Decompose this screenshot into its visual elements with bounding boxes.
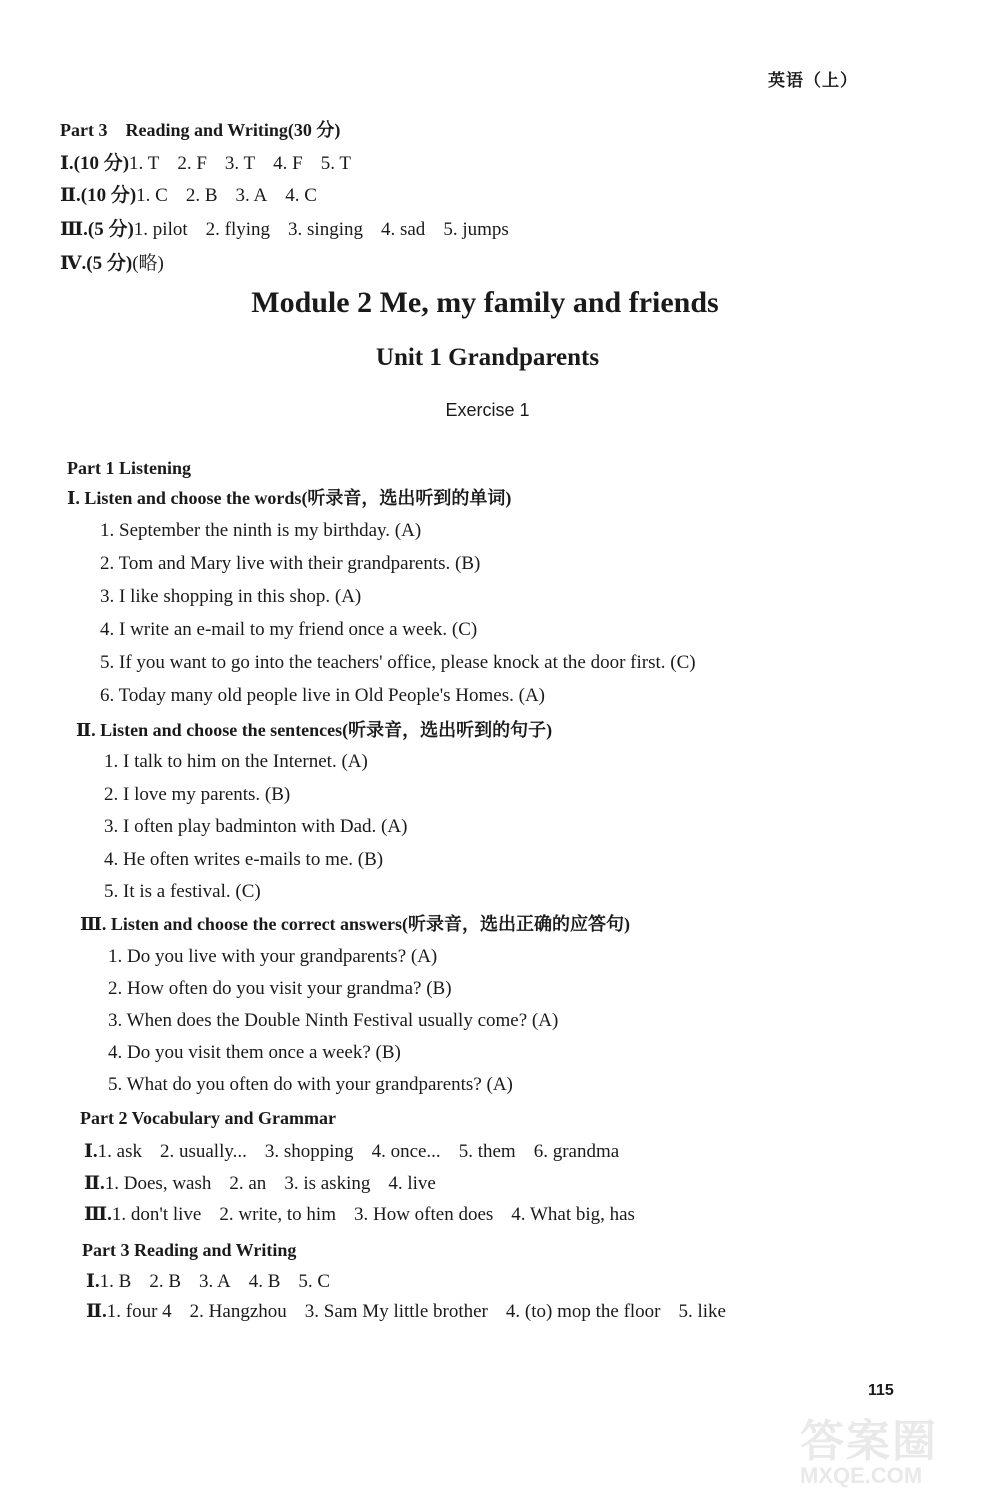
- part1-s1-heading: Ⅰ. Listen and choose the words(听录音，选出听到的单词): [67, 488, 512, 508]
- top-part-title: Part 3: [60, 120, 108, 140]
- answer-item: 4. B: [248, 1271, 281, 1292]
- answer-item: 2. B: [185, 185, 218, 206]
- row-label: Ⅲ.(5 分): [60, 219, 134, 240]
- listening-item: 1. I talk to him on the Internet. (A): [104, 751, 368, 772]
- answer-item: 4. sad: [380, 219, 426, 240]
- row-label: Ⅱ.: [84, 1173, 105, 1194]
- answer-item: 2. Hangzhou: [189, 1301, 287, 1322]
- answer-item: 3. Sam My little brother: [304, 1301, 488, 1322]
- answer-item: 1. don't live: [111, 1204, 202, 1225]
- part2-row-1: [84, 1140, 619, 1164]
- part3-title: Part 3 Reading and Writing: [82, 1240, 297, 1260]
- row-label: Ⅲ.: [84, 1204, 112, 1225]
- unit-title: Unit 1 Grandparents: [375, 344, 600, 371]
- answer-item: 2. flying: [205, 219, 271, 240]
- top-answer-row-4: [60, 252, 164, 276]
- answer-item: 3. A: [235, 185, 268, 206]
- row-label: Ⅱ.(10 分): [60, 185, 137, 206]
- answer-item: 5. C: [298, 1271, 331, 1292]
- listening-item: 4. I write an e-mail to my friend once a week. (C): [100, 619, 478, 640]
- answer-item: 2. usually...: [159, 1141, 247, 1162]
- part2-title: Part 2 Vocabulary and Grammar: [80, 1108, 336, 1128]
- part1-s2-heading: Ⅱ. Listen and choose the sentences(听录音，选出听到的句子): [76, 720, 553, 740]
- answer-item: 2. F: [177, 153, 207, 174]
- answer-item: 3. How often does: [353, 1204, 494, 1225]
- listening-item: 3. When does the Double Ninth Festival usually come? (A): [108, 1010, 559, 1031]
- listening-item: 5. It is a festival. (C): [104, 881, 261, 902]
- listening-item: 2. Tom and Mary live with their grandparents. (B): [100, 553, 481, 574]
- answer-item: 1. C: [136, 185, 168, 206]
- part1-title: Part 1 Listening: [67, 458, 191, 478]
- row-label: Ⅰ.: [86, 1271, 100, 1292]
- answer-item: 6. grandma: [533, 1141, 620, 1162]
- answer-item: 5. T: [320, 153, 351, 174]
- answer-item: 4. What big, has: [511, 1204, 635, 1225]
- answer-item: 1. B: [99, 1271, 132, 1292]
- listening-item: 3. I like shopping in this shop. (A): [100, 586, 362, 607]
- watermark-logo-text: 答案圈: [800, 1416, 938, 1467]
- watermark-url: MXQE.COM: [800, 1463, 923, 1488]
- row-label: Ⅰ.(10 分): [60, 153, 130, 174]
- top-part-name: Reading and Writing(30 分): [125, 120, 341, 140]
- answer-item: 2. B: [149, 1271, 182, 1292]
- part1-s3-heading: Ⅲ. Listen and choose the correct answers(听录音，选出正确的应答句): [80, 914, 631, 934]
- listening-item: 3. I often play badminton with Dad. (A): [104, 816, 408, 837]
- exercise-title: Exercise 1: [445, 400, 530, 420]
- row-label: Ⅳ.(5 分): [60, 253, 133, 274]
- answer-item: 3. A: [199, 1271, 231, 1292]
- answer-item: 3. shopping: [264, 1141, 354, 1162]
- row-label: Ⅰ.: [84, 1141, 98, 1162]
- listening-item: 2. I love my parents. (B): [104, 783, 291, 805]
- answer-item: 1. pilot: [133, 219, 188, 240]
- part3-row-2: [86, 1300, 726, 1324]
- answer-item: 1. Does, wash: [104, 1173, 212, 1194]
- top-part-heading: [60, 118, 340, 143]
- top-answer-row-2: [60, 184, 317, 208]
- answer-item: 3. is asking: [284, 1173, 371, 1194]
- answer-item: 5. jumps: [443, 219, 509, 240]
- module-title: Module 2 Me, my family and friends: [251, 286, 719, 319]
- part3-row-1: [86, 1270, 330, 1294]
- answer-item: 5. them: [458, 1141, 516, 1162]
- answer-item: 4. live: [388, 1173, 436, 1194]
- answer-item: 2. write, to him: [219, 1204, 336, 1225]
- listening-item: 4. Do you visit them once a week? (B): [108, 1042, 401, 1063]
- listening-item: 5. What do you often do with your grandparents? (A): [108, 1074, 513, 1095]
- listening-item: 2. How often do you visit your grandma? (B): [108, 978, 452, 999]
- listening-item: 1. September the ninth is my birthday. (A): [100, 520, 422, 541]
- page-number: 115: [868, 1382, 894, 1399]
- listening-item: 1. Do you live with your grandparents? (A): [108, 946, 438, 967]
- answer-item: 2. an: [229, 1173, 267, 1194]
- listening-item: 4. He often writes e-mails to me. (B): [104, 848, 384, 870]
- row-label: Ⅱ.: [86, 1301, 107, 1322]
- answer-item: 1. T: [129, 153, 160, 174]
- answer-item: (略): [132, 253, 164, 274]
- site-watermark: [800, 1405, 990, 1488]
- top-answer-row-3: [60, 218, 509, 242]
- answer-item: 3. T: [224, 153, 256, 174]
- answer-item: 4. once...: [371, 1141, 441, 1162]
- answer-item: 4. C: [285, 185, 317, 206]
- answer-item: 5. like: [678, 1301, 726, 1322]
- answer-item: 4. (to) mop the floor: [505, 1301, 661, 1322]
- listening-item: 6. Today many old people live in Old People's Homes. (A): [100, 685, 546, 706]
- answer-item: 1. ask: [97, 1141, 142, 1162]
- answer-item: 3. singing: [288, 219, 363, 240]
- answer-item: 4. F: [273, 153, 303, 174]
- page-header-subject: 英语（上）: [768, 71, 858, 91]
- part2-row-3: [84, 1203, 635, 1227]
- answer-item: 1. four 4: [106, 1301, 172, 1322]
- listening-item: 5. If you want to go into the teachers' office, please knock at the door first. (C): [100, 652, 696, 673]
- top-answer-row-1: [60, 152, 351, 176]
- part2-row-2: [84, 1172, 436, 1196]
